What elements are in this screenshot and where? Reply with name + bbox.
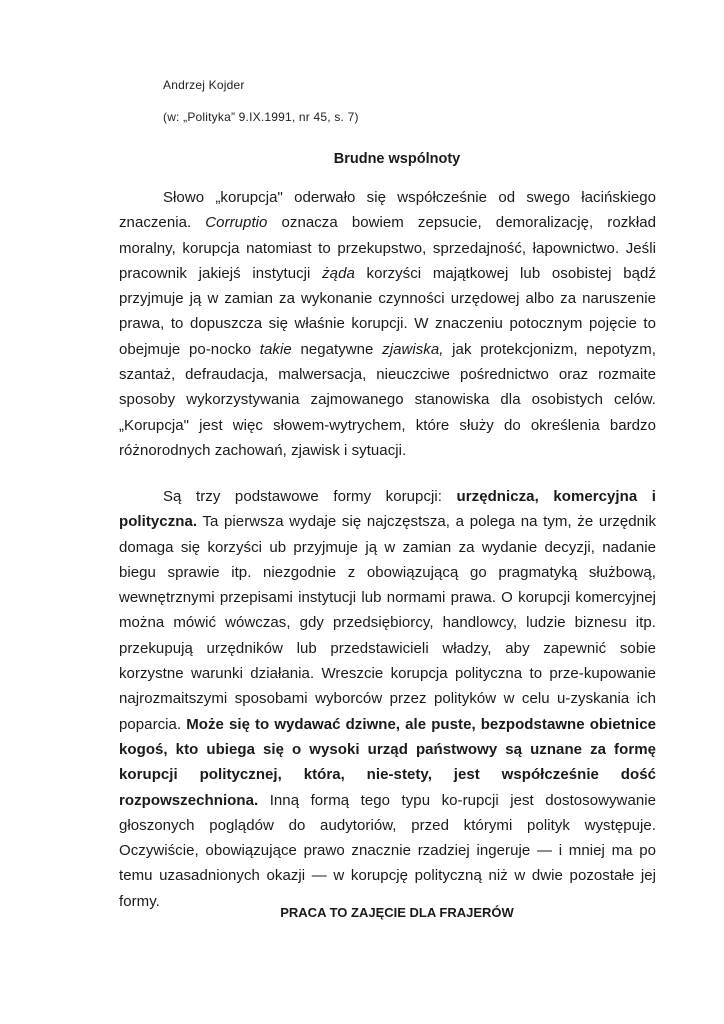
article-title: Brudne wspólnoty xyxy=(333,151,461,167)
source-citation: (w: „Polityka” 9.IX.1991, nr 45, s. 7) xyxy=(163,110,359,124)
text-run: zjawiska, xyxy=(382,340,444,358)
author-name: Andrzej Kojder xyxy=(163,78,245,92)
text-run: Słowo „korupcja" oderwało się współcześnie od swego łacińskiego znaczenia. xyxy=(119,189,656,232)
text-run: Ta pierwsza wydaje się najczęstsza, a polega na tym, że urzędnik domaga się korzyści ub przyjmuje ją w zamian za wydanie decyzji, nadanie biegu sprawie itp. niezgodnie z obowiązującą go pragmatyką służbową, wewnętrznymi przepisami instytucji lub normami prawa. O korupcji komercyjnej można mówić wówczas, gdy przedsiębiorcy, handlowcy, ludzie biznesu itp. przekupują urzędników lub przedstawicieli władzy, aby zapewnić sobie korzystne warunki działania. Wreszcie korupcja polityczna to prze-kupowanie najrozmaitszymi sposobami wyborców przez polityków w celu u-zyskania ich poparcia. xyxy=(119,513,656,733)
text-run: oznacza bowiem zepsucie, demoralizację, rozkład moralny, korupcja natomiast to przekupstwo, sprzedajność, łapownictwo. Jeśli pracownik jakiejś instytucji xyxy=(119,214,656,282)
text-run: Corruptio xyxy=(205,214,268,232)
text-run: Może się to wydawać dziwne, ale puste, bezpodstawne obietnice kogoś, kto ubiega się o wysoki urząd państwowy są uznane za formę korupcji politycznej, która, nie-stety, jest współcześnie dość rozpowszechniona. xyxy=(119,715,657,809)
text-run: Inną formą tego typu ko-rupcji jest dostosowywanie głoszonych poglądów do audytoriów, przed którymi polityk występuje. Oczywiście, obowiązujące prawo znacznie rzadziej ingeruje — i mniej ma po temu uzasadnionych okazji — w korupcję polityczną niż w dwie pozostałe jej formy. xyxy=(119,791,656,910)
text-run: jak protekcjonizm, nepotyzm, szantaż, defraudacja, malwersacja, nieuczciwe pośrednictwo oraz rozmaite sposoby wykorzystywania zajmowanego stanowiska dla osobistych celów. „Korupcja" jest więc słowem-wytrychem, które służy do określenia bardzo różnorodnych zachowań, zjawisk i sytuacji. xyxy=(119,340,656,459)
text-run: takie xyxy=(259,340,292,358)
text-run: Są trzy podstawowe formy korupcji: xyxy=(163,488,457,505)
paragraph-1 xyxy=(119,185,656,463)
text-run: urzędnicza, komercyjna i polityczna. xyxy=(119,488,656,531)
text-run: korzyści majątkowej lub osobistej bądź przyjmuje ją w zamian za wykonanie czynności urzędowej albo za naruszenie prawa, to dopuszcza się właśnie korupcji. W znaczeniu potocznym pojęcie to obejmuje po-nocko xyxy=(119,264,656,358)
section-heading: PRACA TO ZAJĘCIE DLA FRAJERÓW xyxy=(280,905,514,920)
text-run: negatywne xyxy=(291,340,383,358)
paragraph-2 xyxy=(119,484,656,914)
text-run: żąda xyxy=(322,264,355,282)
